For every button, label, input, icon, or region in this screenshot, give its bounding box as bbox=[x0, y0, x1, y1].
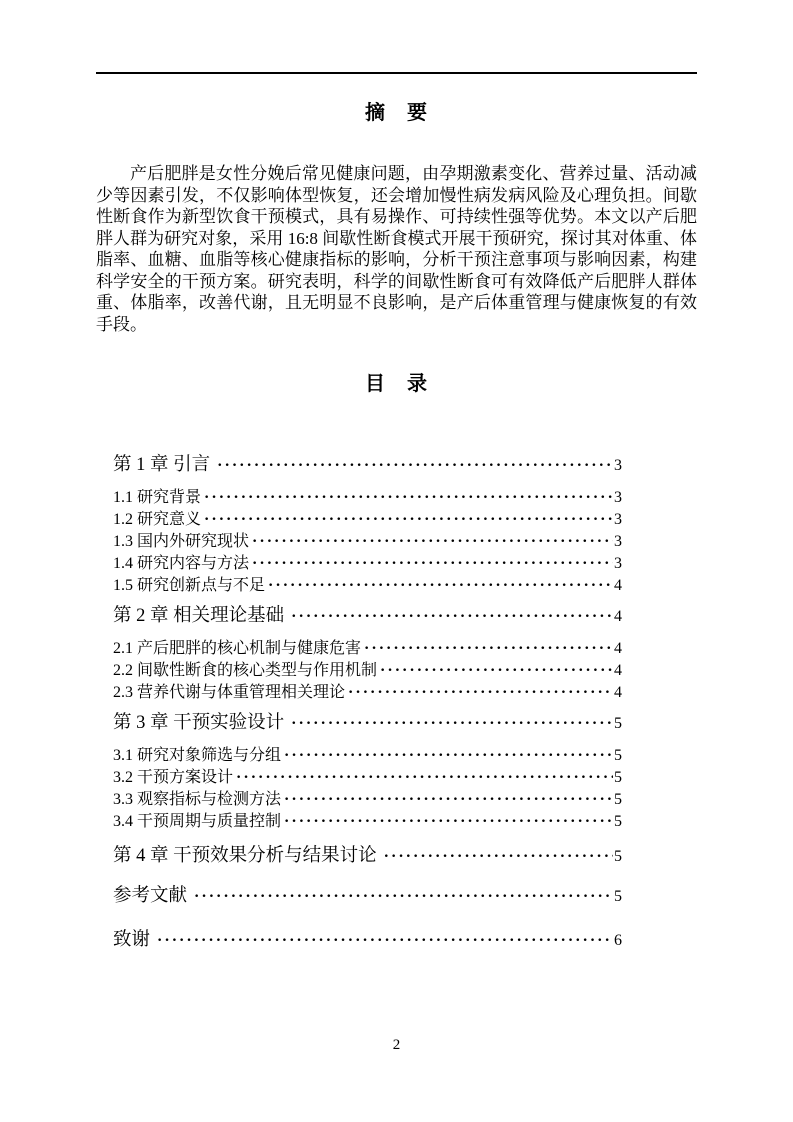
toc-row-section-3-1[interactable] bbox=[113, 745, 622, 767]
toc-leader-dots bbox=[268, 575, 613, 597]
toc-page-number: 4 bbox=[614, 640, 622, 657]
toc-leader-dots bbox=[252, 531, 613, 553]
toc-row-chapter-3[interactable] bbox=[113, 710, 622, 737]
toc-row-chapter-1[interactable] bbox=[113, 452, 622, 479]
toc-row-section-1-4[interactable] bbox=[113, 553, 622, 575]
toc-row-section-1-5[interactable] bbox=[113, 575, 622, 597]
toc-page-number: 3 bbox=[614, 489, 622, 506]
toc-leader-dots bbox=[252, 553, 613, 575]
abstract-paragraph: 产后肥胖是女性分娩后常见健康问题，由孕期激素变化、营养过量、活动减少等因素引发，不仅影响体型恢复，还会增加慢性病发病风险及心理负担。间歇性断食作为新型饮食干预模式，具有易操作、可持续性强等优势。本文以产后肥胖人群为研究对象，采用 16:8 间歇性断食模式开展干预研究，探讨其对体重、体脂率、血糖、血脂等核心健康指标的影响，分析干预注意事项与影响因素，构建科学安全的干预方案。研究表明，科学的间歇性断食可有效降低产后肥胖人群体重、体脂率，改善代谢，且无明显不良影响，是产后体重管理与健康恢复的有效手段。 bbox=[96, 164, 697, 334]
toc-page-number: 4 bbox=[614, 662, 622, 679]
toc-row-section-3-3[interactable] bbox=[113, 789, 622, 811]
toc-row-section-2-2[interactable] bbox=[113, 660, 622, 682]
toc-entry-label: 第 2 章 相关理论基础 bbox=[113, 606, 285, 626]
footer-page-number: 2 bbox=[392, 1037, 401, 1053]
toc-page-number: 3 bbox=[614, 555, 622, 572]
toc-leader-dots bbox=[384, 844, 613, 870]
toc-row-chapter-2[interactable] bbox=[113, 603, 622, 630]
toc-row-section-1-1[interactable] bbox=[113, 487, 622, 509]
toc-title: 目 录 bbox=[365, 373, 428, 395]
toc-row-section-1-3[interactable] bbox=[113, 531, 622, 553]
toc-entry-label: 1.4 研究内容与方法 bbox=[113, 555, 250, 572]
toc-list bbox=[113, 452, 622, 954]
toc-row-acknowledgements[interactable] bbox=[113, 927, 622, 954]
toc-page-number: 4 bbox=[614, 608, 622, 625]
toc-page-number: 3 bbox=[614, 457, 622, 474]
toc-row-section-2-1[interactable] bbox=[113, 638, 622, 660]
toc-leader-dots bbox=[194, 884, 613, 910]
toc-leader-dots bbox=[284, 789, 613, 811]
toc-entry-label: 第 4 章 干预效果分析与结果讨论 bbox=[113, 846, 377, 866]
toc-row-section-3-4[interactable] bbox=[113, 811, 622, 833]
toc-page-number: 5 bbox=[614, 888, 622, 905]
toc-leader-dots bbox=[236, 767, 613, 789]
toc-leader-dots bbox=[157, 928, 613, 954]
toc-page-number: 4 bbox=[614, 577, 622, 594]
toc-page-number: 4 bbox=[614, 684, 622, 701]
toc-entry-label: 2.1 产后肥胖的核心机制与健康危害 bbox=[113, 640, 362, 657]
toc-entry-label: 1.5 研究创新点与不足 bbox=[113, 577, 266, 594]
abstract-title: 摘 要 bbox=[365, 102, 428, 124]
toc-page-number: 6 bbox=[614, 932, 622, 949]
toc-entry-label: 1.1 研究背景 bbox=[113, 489, 202, 506]
toc-entry-label: 第 1 章 引言 bbox=[113, 455, 211, 475]
toc-page-number: 5 bbox=[614, 715, 622, 732]
toc-entry-label: 1.2 研究意义 bbox=[113, 511, 202, 528]
toc-leader-dots bbox=[380, 660, 613, 682]
toc-leader-dots bbox=[291, 604, 613, 630]
toc-entry-label: 1.3 国内外研究现状 bbox=[113, 533, 250, 550]
toc-entry-label: 3.3 观察指标与检测方法 bbox=[113, 791, 282, 808]
toc-page-number: 5 bbox=[614, 747, 622, 764]
page-content bbox=[96, 72, 697, 954]
toc-leader-dots bbox=[348, 682, 613, 704]
toc-leader-dots bbox=[204, 487, 613, 509]
toc-page-number: 5 bbox=[614, 769, 622, 786]
toc-page-number: 5 bbox=[614, 848, 622, 865]
toc-row-section-1-2[interactable] bbox=[113, 509, 622, 531]
toc-row-chapter-4[interactable] bbox=[113, 843, 622, 870]
toc-leader-dots bbox=[284, 811, 613, 833]
toc-page-number: 5 bbox=[614, 813, 622, 830]
toc-entry-label: 2.3 营养代谢与体重管理相关理论 bbox=[113, 684, 346, 701]
toc-entry-label: 第 3 章 干预实验设计 bbox=[113, 713, 285, 733]
toc-row-section-2-3[interactable] bbox=[113, 682, 622, 704]
toc-leader-dots bbox=[217, 453, 613, 479]
toc-leader-dots bbox=[284, 745, 613, 767]
toc-row-section-3-2[interactable] bbox=[113, 767, 622, 789]
toc-entry-label: 3.1 研究对象筛选与分组 bbox=[113, 747, 282, 764]
toc-entry-label: 3.4 干预周期与质量控制 bbox=[113, 813, 282, 830]
toc-page-number: 3 bbox=[614, 511, 622, 528]
toc-leader-dots bbox=[364, 638, 613, 660]
toc-entry-label: 参考文献 bbox=[113, 886, 188, 906]
toc-page-number: 5 bbox=[614, 791, 622, 808]
toc-row-references[interactable] bbox=[113, 883, 622, 910]
toc-leader-dots bbox=[204, 509, 613, 531]
toc-entry-label: 致谢 bbox=[113, 930, 151, 950]
toc-entry-label: 3.2 干预方案设计 bbox=[113, 769, 234, 786]
toc-entry-label: 2.2 间歇性断食的核心类型与作用机制 bbox=[113, 662, 378, 679]
toc-leader-dots bbox=[291, 711, 613, 737]
toc-page-number: 3 bbox=[614, 533, 622, 550]
header-rule bbox=[96, 72, 697, 74]
